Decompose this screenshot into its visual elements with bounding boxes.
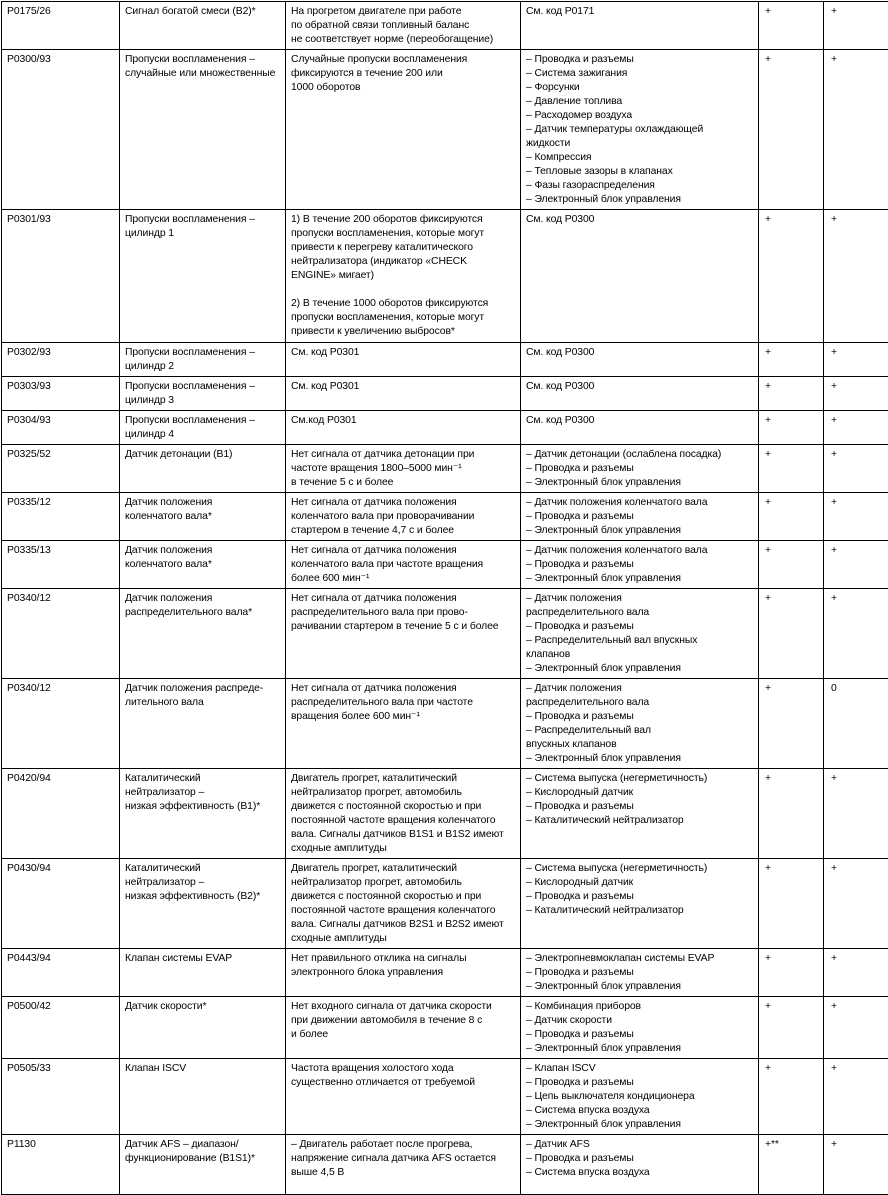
detection-condition-cell: Случайные пропуски воспламенения фиксируются в течение 200 или 1000 оборотов — [286, 50, 521, 210]
memory-flag-cell: + — [824, 411, 888, 445]
table-row — [2, 210, 888, 343]
probable-cause-cell: См. код P0300 — [521, 411, 759, 445]
memory-flag-cell: + — [824, 859, 888, 949]
probable-cause-cell: – Датчик детонации (ослаблена посадка) – Проводка и разъемы – Электронный блок управления — [521, 445, 759, 493]
fault-name-cell: Пропуски воспламенения – цилиндр 1 — [120, 210, 286, 343]
detection-condition-cell: Нет входного сигнала от датчика скорости при движении автомобиля в течение 8 с и более — [286, 997, 521, 1059]
probable-cause-cell: – Комбинация приборов – Датчик скорости – Проводка и разъемы – Электронный блок управления — [521, 997, 759, 1059]
memory-flag-cell: + — [824, 541, 888, 589]
fault-code-cell: P0335/12 — [2, 493, 120, 541]
memory-flag-cell: + — [824, 1059, 888, 1135]
fault-name-cell: Сигнал богатой смеси (B2)* — [120, 2, 286, 50]
fault-name-cell: Пропуски воспламенения – цилиндр 2 — [120, 343, 286, 377]
fault-code-cell: P0300/93 — [2, 50, 120, 210]
probable-cause-cell: – Проводка и разъемы – Система зажигания – Форсунки – Давление топлива – Расходомер воздуха – Датчик температуры охлаждающей жидкости – Компрессия – Тепловые зазоры в клапанах – Фазы газораспределения – Электронный блок управления — [521, 50, 759, 210]
detection-condition-cell: Двигатель прогрет, каталитический нейтрализатор прогрет, автомобиль движется с постоянной скоростью и при постоянной частоте вращения коленчатого вала. Сигналы датчиков B1S1 и B1S2 имеют сходные амплитуды — [286, 769, 521, 859]
table-row — [2, 1135, 888, 1195]
probable-cause-cell: См. код P0300 — [521, 377, 759, 411]
fault-code-cell: P0325/52 — [2, 445, 120, 493]
table-body — [2, 2, 888, 1195]
memory-flag-cell: + — [824, 589, 888, 679]
indicator-flag-cell: + — [759, 1059, 824, 1135]
table-row — [2, 445, 888, 493]
diagnostic-codes-table — [1, 1, 888, 1195]
table-row — [2, 997, 888, 1059]
detection-condition-cell: См. код P0301 — [286, 343, 521, 377]
probable-cause-cell: – Датчик положения коленчатого вала – Проводка и разъемы – Электронный блок управления — [521, 541, 759, 589]
memory-flag-cell: + — [824, 493, 888, 541]
probable-cause-cell: – Система выпуска (негерметичность) – Кислородный датчик – Проводка и разъемы – Каталитический нейтрализатор — [521, 859, 759, 949]
fault-name-cell: Датчик положения коленчатого вала* — [120, 493, 286, 541]
probable-cause-cell: – Датчик положения распределительного вала – Проводка и разъемы – Распределительный вал впускных клапанов – Электронный блок управления — [521, 679, 759, 769]
memory-flag-cell: + — [824, 769, 888, 859]
fault-name-cell: Пропуски воспламенения – случайные или множественные — [120, 50, 286, 210]
indicator-flag-cell: + — [759, 411, 824, 445]
indicator-flag-cell: + — [759, 589, 824, 679]
indicator-flag-cell: + — [759, 445, 824, 493]
detection-condition-cell: Нет сигнала от датчика детонации при частоте вращения 1800–5000 мин⁻¹ в течение 5 с и более — [286, 445, 521, 493]
memory-flag-cell: + — [824, 445, 888, 493]
fault-code-cell: P0430/94 — [2, 859, 120, 949]
table-row — [2, 949, 888, 997]
fault-name-cell: Датчик положения коленчатого вала* — [120, 541, 286, 589]
fault-code-cell: P0175/26 — [2, 2, 120, 50]
probable-cause-cell: – Система выпуска (негерметичность) – Кислородный датчик – Проводка и разъемы – Каталитический нейтрализатор — [521, 769, 759, 859]
indicator-flag-cell: + — [759, 210, 824, 343]
indicator-flag-cell: + — [759, 377, 824, 411]
indicator-flag-cell: + — [759, 541, 824, 589]
indicator-flag-cell: + — [759, 679, 824, 769]
table-row — [2, 377, 888, 411]
fault-code-cell: P0500/42 — [2, 997, 120, 1059]
fault-code-cell: P0304/93 — [2, 411, 120, 445]
fault-name-cell: Каталитический нейтрализатор – низкая эффективность (B2)* — [120, 859, 286, 949]
detection-condition-cell: Частота вращения холостого хода существенно отличается от требуемой — [286, 1059, 521, 1135]
table-row — [2, 2, 888, 50]
detection-condition-cell: – Двигатель работает после прогрева, напряжение сигнала датчика AFS остается выше 4,5 В — [286, 1135, 521, 1195]
table-row — [2, 50, 888, 210]
fault-code-cell: P0420/94 — [2, 769, 120, 859]
detection-condition-cell: Двигатель прогрет, каталитический нейтрализатор прогрет, автомобиль движется с постоянной скоростью и при постоянной частоте вращения коленчатого вала. Сигналы датчиков B2S1 и B2S2 имеют сходные амплитуды — [286, 859, 521, 949]
table-row — [2, 343, 888, 377]
detection-condition-cell: На прогретом двигателе при работе по обратной связи топливный баланс не соответствует норме (переобогащение) — [286, 2, 521, 50]
memory-flag-cell: + — [824, 343, 888, 377]
indicator-flag-cell: + — [759, 949, 824, 997]
probable-cause-cell: См. код P0300 — [521, 210, 759, 343]
detection-condition-cell: Нет сигнала от датчика положения коленчатого вала при проворачивании стартером в течение 4,7 с и более — [286, 493, 521, 541]
indicator-flag-cell: +** — [759, 1135, 824, 1195]
detection-condition-cell: См. код P0301 — [286, 377, 521, 411]
indicator-flag-cell: + — [759, 493, 824, 541]
indicator-flag-cell: + — [759, 769, 824, 859]
fault-name-cell: Пропуски воспламенения – цилиндр 3 — [120, 377, 286, 411]
memory-flag-cell: + — [824, 50, 888, 210]
indicator-flag-cell: + — [759, 859, 824, 949]
table-row — [2, 493, 888, 541]
table-row — [2, 411, 888, 445]
probable-cause-cell: – Датчик AFS – Проводка и разъемы – Система впуска воздуха — [521, 1135, 759, 1195]
memory-flag-cell: 0 — [824, 679, 888, 769]
probable-cause-cell: См. код P0171 — [521, 2, 759, 50]
fault-code-cell: P0505/33 — [2, 1059, 120, 1135]
fault-name-cell: Клапан ISCV — [120, 1059, 286, 1135]
table-row — [2, 589, 888, 679]
table-row — [2, 859, 888, 949]
indicator-flag-cell: + — [759, 343, 824, 377]
probable-cause-cell: – Датчик положения распределительного вала – Проводка и разъемы – Распределительный вал впускных клапанов – Электронный блок управления — [521, 589, 759, 679]
fault-name-cell: Пропуски воспламенения – цилиндр 4 — [120, 411, 286, 445]
fault-code-cell: P0302/93 — [2, 343, 120, 377]
probable-cause-cell: – Датчик положения коленчатого вала – Проводка и разъемы – Электронный блок управления — [521, 493, 759, 541]
memory-flag-cell: + — [824, 949, 888, 997]
fault-name-cell: Клапан системы EVAP — [120, 949, 286, 997]
fault-name-cell: Каталитический нейтрализатор – низкая эффективность (B1)* — [120, 769, 286, 859]
table-row — [2, 541, 888, 589]
probable-cause-cell: См. код P0300 — [521, 343, 759, 377]
fault-code-cell: P0443/94 — [2, 949, 120, 997]
indicator-flag-cell: + — [759, 2, 824, 50]
detection-condition-cell: Нет правильного отклика на сигналы электронного блока управления — [286, 949, 521, 997]
detection-condition-cell: Нет сигнала от датчика положения распределительного вала при частоте вращения более 600 мин⁻¹ — [286, 679, 521, 769]
fault-code-cell: P0340/12 — [2, 589, 120, 679]
fault-code-cell: P0301/93 — [2, 210, 120, 343]
probable-cause-cell: – Электропневмоклапан системы EVAP – Проводка и разъемы – Электронный блок управления — [521, 949, 759, 997]
indicator-flag-cell: + — [759, 997, 824, 1059]
memory-flag-cell: + — [824, 210, 888, 343]
fault-code-cell: P0340/12 — [2, 679, 120, 769]
table-row — [2, 1059, 888, 1135]
memory-flag-cell: + — [824, 997, 888, 1059]
fault-name-cell: Датчик скорости* — [120, 997, 286, 1059]
detection-condition-cell: Нет сигнала от датчика положения распределительного вала при прово- рачивании стартером в течение 5 с и более — [286, 589, 521, 679]
fault-code-cell: P1130 — [2, 1135, 120, 1195]
detection-condition-cell: См.код P0301 — [286, 411, 521, 445]
detection-condition-cell: Нет сигнала от датчика положения коленчатого вала при частоте вращения более 600 мин⁻¹ — [286, 541, 521, 589]
table-row — [2, 769, 888, 859]
memory-flag-cell: + — [824, 1135, 888, 1195]
fault-code-cell: P0303/93 — [2, 377, 120, 411]
table-row — [2, 679, 888, 769]
fault-name-cell: Датчик положения распреде- лительного вала — [120, 679, 286, 769]
fault-code-cell: P0335/13 — [2, 541, 120, 589]
memory-flag-cell: + — [824, 377, 888, 411]
detection-condition-cell: 1) В течение 200 оборотов фиксируются пропуски воспламенения, которые могут привести к перегреву каталитического нейтрализатора (индикатор «CHECK ENGINE» мигает) 2) В течение 1000 оборотов фиксируются пропуски воспламенения, которые могут привести к увеличению выбросов* — [286, 210, 521, 343]
fault-name-cell: Датчик положения распределительного вала* — [120, 589, 286, 679]
fault-name-cell: Датчик AFS – диапазон/ функционирование (B1S1)* — [120, 1135, 286, 1195]
probable-cause-cell: – Клапан ISCV – Проводка и разъемы – Цепь выключателя кондиционера – Система впуска воздуха – Электронный блок управления — [521, 1059, 759, 1135]
indicator-flag-cell: + — [759, 50, 824, 210]
fault-name-cell: Датчик детонации (B1) — [120, 445, 286, 493]
memory-flag-cell: + — [824, 2, 888, 50]
